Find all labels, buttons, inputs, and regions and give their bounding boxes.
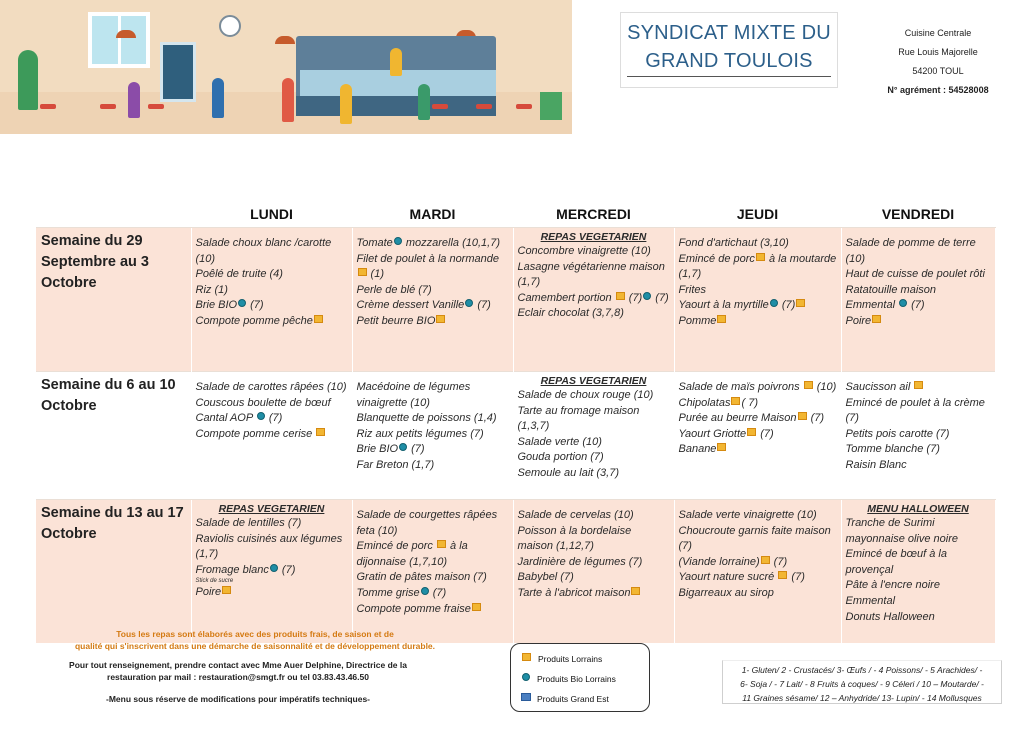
allergen-line: 1- Gluten/ 2 - Crustacés/ 3- Œufs / - 4 Poissons/ - 5 Arachides/ -	[741, 665, 983, 675]
lorraine-product-icon	[437, 540, 446, 548]
day-header: MERCREDI	[513, 201, 674, 228]
dish-name: Poire	[845, 314, 872, 327]
dish-name: Couscous boulette de bœuf	[195, 396, 331, 409]
cell-spacer	[357, 500, 509, 508]
menu-cell	[674, 372, 841, 500]
dish-item	[679, 570, 837, 586]
dish-item	[846, 314, 991, 330]
dish-name: Emincé de poulet à la crème (7)	[845, 396, 985, 425]
dish-name: Far Breton (1,7)	[356, 458, 435, 471]
dish-name: Salade de choux rouge (10)	[517, 389, 654, 401]
dish-name: Salade verte vinaigrette (10)	[678, 509, 817, 521]
dish-name: Salade de lentilles (7)	[195, 517, 302, 529]
bio-lorraine-icon	[257, 412, 265, 420]
dish-suffix: mozzarella (10,1,7)	[402, 237, 501, 249]
lorraine-product-icon	[731, 397, 740, 405]
product-legend	[510, 643, 650, 712]
dish-name: Yaourt Griotte	[678, 427, 747, 440]
dish-suffix: (7)	[788, 571, 805, 584]
dish-item	[679, 314, 837, 330]
dish-item	[846, 547, 991, 578]
cell-spacer	[679, 500, 837, 508]
dish-name: Petit beurre BIO	[356, 314, 436, 327]
lorraine-product-icon	[796, 299, 805, 307]
dish-name: Tomme blanche (7)	[845, 443, 940, 456]
dish-item	[679, 396, 837, 412]
week-row	[36, 372, 995, 500]
dish-name: Babybel (7)	[517, 571, 574, 584]
dish-name: Fond d'artichaut (3,10)	[678, 237, 789, 249]
dish-name: Compote pomme pêche	[195, 314, 313, 327]
child-icon	[212, 78, 224, 118]
title-line: GRAND TOULOIS	[645, 50, 813, 72]
dish-item	[846, 610, 991, 626]
dish-name: Yaourt à la myrtille	[678, 299, 769, 312]
day-header: LUNDI	[191, 201, 352, 228]
dish-suffix: (7)	[778, 299, 796, 312]
dish-item	[196, 532, 348, 563]
dish-name: Poisson à la bordelaise maison (1,12,7)	[517, 524, 632, 553]
kitchen-address	[868, 24, 1008, 100]
dish-item	[357, 602, 509, 618]
dish-item	[196, 236, 348, 267]
dish-item	[357, 314, 509, 330]
dish-name: Filet de poulet à la normande	[356, 252, 499, 265]
child-icon	[418, 84, 430, 120]
dish-item	[518, 388, 670, 404]
stool-icon	[476, 104, 492, 109]
dish-item	[846, 267, 991, 283]
dish-item	[518, 466, 670, 482]
child-icon	[340, 84, 352, 124]
dish-item	[679, 380, 837, 396]
allergen-line: 6- Soja / - 7 Lait/ - 8 Fruits à coques/ - 9 Céleri / 10 – Moutarde/ -	[740, 679, 984, 689]
dish-item	[357, 442, 509, 458]
day-header: VENDREDI	[841, 201, 995, 228]
approval-number: N° agrément : 54528008	[887, 85, 989, 95]
dish-item	[357, 252, 509, 283]
dish-item	[846, 427, 991, 443]
week-label: Semaine du 13 au 17 Octobre	[36, 500, 191, 644]
dish-name: Salade de maïs poivrons	[678, 381, 803, 393]
dish-item	[518, 555, 670, 571]
dish-item	[846, 283, 991, 299]
dish-name: Saucisson ail	[845, 381, 914, 393]
lorraine-product-icon	[717, 443, 726, 451]
dish-item	[679, 411, 837, 427]
lorraine-product-icon	[804, 381, 813, 389]
lorraine-product-icon	[761, 556, 770, 564]
dish-item	[679, 298, 837, 314]
lorraine-product-icon	[316, 428, 325, 436]
dish-item	[518, 435, 670, 451]
dish-name: Gratin de pâtes maison (7)	[356, 571, 487, 584]
contact-info	[28, 659, 448, 683]
dish-name: Donuts Halloween	[845, 610, 935, 623]
dish-suffix: (7)	[278, 563, 296, 576]
menu-cell	[191, 500, 352, 644]
dish-name: Tarte à l'abricot maison	[517, 586, 631, 599]
dish-name: Compote pomme cerise	[195, 427, 316, 440]
legend-item	[521, 672, 649, 692]
commitment-line: qualité qui s'inscrivent dans une démarche de saisonnalité et de développement durable.	[74, 641, 436, 651]
dish-name: Salade choux blanc /carotte (10)	[195, 237, 332, 265]
dish-item	[518, 244, 670, 260]
stool-icon	[40, 104, 56, 109]
dish-item	[357, 458, 509, 474]
plant-icon	[18, 50, 38, 110]
dish-name: Raviolis cuisinés aux légumes (1,7)	[195, 532, 343, 561]
legend-label: Produits Grand Est	[537, 694, 609, 704]
dish-item	[196, 283, 348, 299]
week-row	[36, 500, 995, 644]
dish-item	[679, 283, 837, 299]
dish-name: Pomme	[678, 314, 717, 327]
dish-name: Blanquette de poissons (1,4)	[356, 412, 497, 425]
trash-bin-icon	[540, 92, 562, 120]
dish-item	[846, 442, 991, 458]
week-row	[36, 228, 995, 372]
dish-name: Raisin Blanc	[845, 458, 907, 471]
canteen-illustration	[0, 0, 572, 134]
child-icon	[282, 78, 294, 122]
counter-base-icon	[296, 96, 496, 116]
dish-name: Emmental	[845, 299, 899, 312]
dish-item	[846, 396, 991, 427]
dish-name: Ratatouille maison	[845, 283, 936, 296]
dish-suffix: (7)	[908, 299, 925, 312]
lorraine-product-icon	[358, 268, 367, 276]
dish-item	[196, 314, 348, 330]
dish-item	[518, 291, 670, 307]
dish-item	[357, 586, 509, 602]
window-icon	[88, 12, 150, 68]
dish-name: Cantal AOP	[195, 412, 256, 425]
dish-name: Salade verte (10)	[517, 435, 602, 448]
day-header: MARDI	[352, 201, 513, 228]
menu-cell	[513, 372, 674, 500]
contact-line: Pour tout renseignement, prendre contact avec Mme Auer Delphine, Directrice de la	[69, 660, 407, 670]
cook-icon	[390, 48, 402, 76]
dish-name: Salade de pomme de terre (10)	[845, 237, 976, 265]
dish-name: Tranche de Surimi mayonnaise olive noire	[845, 517, 959, 545]
special-meal-label: REPAS VEGETARIEN	[218, 503, 325, 515]
dish-item	[518, 306, 670, 322]
weekly-menu-table	[36, 201, 996, 643]
cell-spacer	[357, 372, 509, 380]
dish-name: Poire	[195, 586, 222, 599]
address-line: Rue Louis Majorelle	[898, 47, 978, 57]
dish-name: Concombre vinaigrette (10)	[517, 245, 651, 257]
cell-spacer	[196, 228, 348, 236]
dish-item	[357, 570, 509, 586]
dish-item	[846, 458, 991, 474]
cell-spacer	[679, 228, 837, 236]
day-header: JEUDI	[674, 201, 841, 228]
dish-name: Emmental	[845, 594, 896, 607]
dish-item	[846, 236, 991, 267]
dish-suffix: (7)	[807, 412, 825, 425]
dish-name: Tomme grise	[356, 586, 420, 599]
week-label: Semaine du 6 au 10 Octobre	[36, 372, 191, 500]
dish-name: Brie BIO	[195, 299, 238, 312]
stool-icon	[100, 104, 116, 109]
menu-cell	[674, 228, 841, 372]
dish-name: Emincé de porc	[678, 252, 755, 265]
dish-name: Tomate	[356, 237, 393, 249]
dish-suffix: (7)	[625, 291, 643, 304]
dish-suffix: à la moutarde (1,7)	[678, 252, 837, 281]
dish-item	[196, 298, 348, 314]
lorraine-product-icon	[616, 292, 625, 300]
commitment-line: Tous les repas sont élaborés avec des produits frais, de saison et de	[116, 629, 394, 639]
cell-spacer	[357, 228, 509, 236]
menu-cell	[191, 372, 352, 500]
bio-lorraine-icon	[394, 237, 402, 245]
legend-label: Produits Bio Lorrains	[537, 674, 616, 684]
dish-name: Banane	[678, 443, 717, 456]
legend-item	[521, 652, 649, 672]
dish-suffix: (7)	[474, 299, 491, 312]
dish-name: Salade de carottes râpées (10)	[195, 381, 347, 393]
dish-name: Semoule au lait (3,7)	[517, 466, 619, 479]
dish-name: Eclair chocolat (3,7,8)	[517, 307, 624, 320]
lorraine-product-icon	[756, 253, 765, 261]
dish-item	[357, 380, 509, 411]
lorraine-product-icon	[914, 381, 923, 389]
title-frame	[627, 19, 831, 77]
day-header-row	[36, 201, 995, 228]
legend-item	[521, 692, 649, 712]
dish-name: Lasagne végétarienne maison (1,7)	[517, 260, 665, 289]
dish-item	[357, 539, 509, 570]
stool-icon	[148, 104, 164, 109]
dish-name: (Viande lorraine)	[678, 555, 760, 568]
dish-name: Salade de cervelas (10)	[517, 509, 634, 521]
stool-icon	[516, 104, 532, 109]
menu-cell	[841, 372, 995, 500]
dish-item	[196, 578, 348, 585]
dish-item	[357, 411, 509, 427]
dish-item	[679, 508, 837, 524]
dish-item	[679, 555, 837, 571]
dish-name: Gouda portion (7)	[517, 451, 604, 464]
dish-item	[518, 450, 670, 466]
dish-name: Compote pomme fraise	[356, 602, 471, 615]
special-meal-label: MENU HALLOWEEN	[867, 503, 969, 515]
bio-lorraine-icon	[238, 299, 246, 307]
menu-cell	[352, 500, 513, 644]
dish-name: Stick de sucre	[195, 578, 234, 585]
dish-name: Chipolatas	[678, 396, 731, 409]
dish-suffix: à la dijonnaise (1,7,10)	[356, 540, 468, 568]
special-meal-label: REPAS VEGETARIEN	[540, 375, 647, 387]
dish-item	[518, 508, 670, 524]
dish-name: Frites	[678, 283, 706, 296]
dish-item	[196, 585, 348, 601]
dish-name: Emincé de porc	[356, 540, 436, 553]
dish-item	[357, 236, 509, 252]
lorraine-product-icon	[747, 428, 756, 436]
corner-header	[36, 201, 191, 228]
dish-name: Jardinière de légumes (7)	[517, 555, 643, 568]
lorraine-product-icon	[631, 587, 640, 595]
dish-item	[679, 524, 837, 555]
dish-suffix: ( 7)	[741, 396, 758, 409]
menu-cell	[513, 228, 674, 372]
dish-suffix: (7)	[652, 291, 669, 304]
legend-label: Produits Lorrains	[538, 654, 603, 664]
lamp-icon	[116, 30, 136, 38]
dish-name: Riz aux petits légumes (7)	[356, 427, 484, 440]
dish-suffix: (10)	[813, 381, 837, 393]
bio-lorraine-icon	[770, 299, 778, 307]
dish-item	[518, 570, 670, 586]
stool-icon	[432, 104, 448, 109]
allergen-line: 11 Graines sésame/ 12 – Anhydride/ 13- Lupin/ - 14 Mollusques	[742, 693, 982, 703]
lorraine-product-icon	[778, 571, 787, 579]
dish-item	[196, 396, 348, 412]
grand-est-product-icon	[521, 693, 531, 701]
commitment-note	[20, 628, 490, 652]
dish-name: Emincé de bœuf à la provençal	[845, 548, 947, 576]
bio-lorraine-icon	[643, 292, 651, 300]
dish-suffix: (7)	[408, 443, 425, 456]
bio-lorraine-icon	[399, 443, 407, 451]
dish-suffix: (7)	[247, 299, 264, 312]
dish-suffix: (1)	[367, 268, 384, 281]
dish-name: Tarte au fromage maison (1,3,7)	[517, 404, 640, 433]
bio-lorraine-icon	[465, 299, 473, 307]
lorraine-product-icon	[314, 315, 323, 323]
menu-cell	[674, 500, 841, 644]
cell-spacer	[196, 372, 348, 380]
dish-item	[518, 586, 670, 602]
bio-lorraine-icon	[270, 564, 278, 572]
dish-name: Crème dessert Vanille	[356, 299, 465, 312]
lorraine-product-icon	[522, 653, 531, 661]
bio-lorraine-icon	[899, 299, 907, 307]
dish-item	[679, 427, 837, 443]
lorraine-product-icon	[222, 586, 231, 594]
contact-line: restauration par mail : restauration@smgt.fr ou tel 03.83.43.46.50	[107, 672, 369, 682]
dish-name: Bigarreaux au sirop	[678, 586, 774, 599]
dish-item	[357, 508, 509, 539]
dish-item	[196, 411, 348, 427]
menu-cell	[841, 500, 995, 644]
dish-item	[518, 404, 670, 435]
dish-item	[679, 252, 837, 283]
menu-cell	[841, 228, 995, 372]
cell-spacer	[679, 372, 837, 380]
dish-item	[518, 260, 670, 291]
dish-suffix: (7)	[429, 586, 447, 599]
dish-item	[846, 380, 991, 396]
dish-name: Salade de courgettes râpées feta (10)	[356, 509, 498, 537]
dish-item	[196, 380, 348, 396]
allergen-legend	[722, 660, 1002, 704]
dish-name: Camembert portion	[517, 291, 615, 304]
title-box	[620, 12, 838, 88]
dish-item	[846, 298, 991, 314]
cell-spacer	[846, 228, 991, 236]
cell-spacer	[846, 372, 991, 380]
menu-cell	[513, 500, 674, 644]
dish-name: Choucroute garnis faite maison (7)	[678, 524, 831, 553]
address-line: 54200 TOUL	[912, 66, 964, 76]
dish-item	[679, 586, 837, 602]
dish-item	[196, 516, 348, 532]
lorraine-product-icon	[717, 315, 726, 323]
dish-item	[679, 236, 837, 252]
dish-name: Pâte à l'encre noire	[845, 579, 940, 592]
menu-cell	[352, 372, 513, 500]
menu-cell	[191, 228, 352, 372]
title-line: SYNDICAT MIXTE DU	[627, 22, 831, 44]
dish-item	[196, 427, 348, 443]
dish-item	[357, 298, 509, 314]
dish-item	[357, 427, 509, 443]
dish-name: Yaourt nature sucré	[678, 571, 778, 584]
dish-item	[846, 578, 991, 594]
dish-name: Perle de blé (7)	[356, 283, 432, 296]
dish-name: Fromage blanc	[195, 563, 269, 576]
dish-name: Purée au beurre Maison	[678, 412, 797, 425]
dish-item	[679, 442, 837, 458]
menu-cell	[352, 228, 513, 372]
lorraine-product-icon	[472, 603, 481, 611]
dish-item	[196, 267, 348, 283]
week-label: Semaine du 29 Septembre au 3 Octobre	[36, 228, 191, 372]
child-icon	[128, 82, 140, 118]
bio-lorraine-icon	[421, 587, 429, 595]
dish-name: Brie BIO	[356, 443, 399, 456]
lorraine-product-icon	[436, 315, 445, 323]
dish-name: Poêlé de truite (4)	[195, 268, 283, 281]
clock-icon	[219, 15, 241, 37]
lorraine-product-icon	[798, 412, 807, 420]
dish-suffix: (7)	[770, 555, 788, 568]
reserve-note: -Menu sous réserve de modifications pour impératifs techniques-	[105, 694, 371, 704]
drinks-fridge-icon	[160, 42, 196, 102]
address-line: Cuisine Centrale	[904, 28, 972, 38]
dish-item	[518, 524, 670, 555]
dish-item	[357, 283, 509, 299]
dish-name: Haut de cuisse de poulet rôti	[845, 268, 985, 281]
special-meal-label: REPAS VEGETARIEN	[540, 231, 647, 243]
dish-name: Petits pois carotte (7)	[845, 427, 950, 440]
dish-name: Macédoine de légumes vinaigrette (10)	[356, 381, 471, 409]
lorraine-product-icon	[872, 315, 881, 323]
dish-item	[846, 516, 991, 547]
cell-spacer	[518, 500, 670, 508]
dish-suffix: (7)	[757, 427, 774, 440]
dish-name: Riz (1)	[195, 283, 228, 296]
dish-item	[196, 563, 348, 579]
dish-suffix: (7)	[265, 412, 283, 425]
dish-item	[846, 594, 991, 610]
lamp-icon	[275, 36, 295, 44]
bio-lorraine-icon	[522, 673, 530, 681]
